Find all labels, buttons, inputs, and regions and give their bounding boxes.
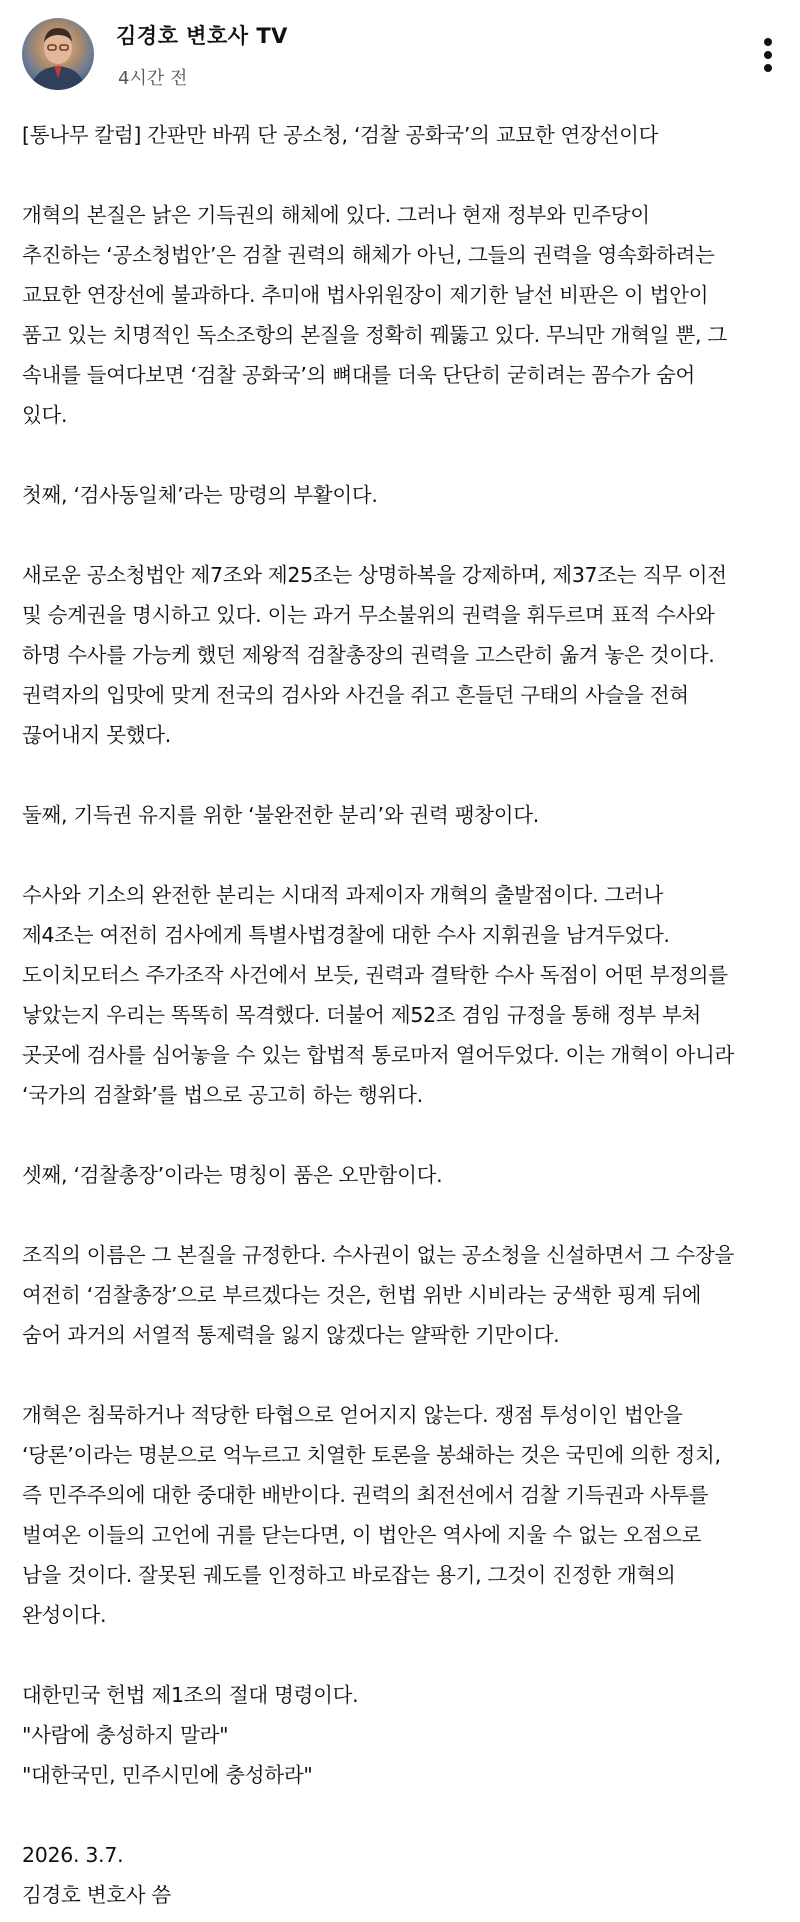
post-heading-first: 첫째, ‘검사동일체’라는 망령의 부활이다. <box>22 483 378 507</box>
post-title: [통나무 칼럼] 간판만 바꿔 단 공소청, ‘검찰 공화국’의 교묘한 연장선이다 <box>22 123 659 147</box>
post-paragraph-conclusion: 개혁은 침묵하거나 적당한 타협으로 얻어지지 않는다. 쟁점 투성이인 법안을 ‘당론’이라는 명분으로 억누르고 치열한 토론을 봉쇄하는 것은 국민에 의한 정치, 즉 민주주의에 대한 중대한 배반이다. 권력의 최전선에서 검찰 기득권과 사투를 벌여온 이들의 고언에 귀를 닫는다면, 이 법안은 역사에 지울 수 없는 오점으로 남을 것이다. 잘못된 궤도를 인정하고 바로잡는 용기, 그것이 진정한 개혁의 완성이다. <box>22 1403 721 1627</box>
post-heading-third: 셋째, ‘검찰총장’이라는 명칭이 품은 오만함이다. <box>22 1163 443 1187</box>
post-paragraph-second: 수사와 기소의 완전한 분리는 시대적 과제이자 개혁의 출발점이다. 그러나 제4조는 여전히 검사에게 특별사법경찰에 대한 수사 지휘권을 남겨두었다. 도이치모터스 주가조작 사건에서 보듯, 권력과 결탁한 수사 독점이 어떤 부정의를 낳았는지 우리는 똑똑히 목격했다. 더불어 제52조 겸임 규정을 통해 정부 부처 곳곳에 검사를 심어놓을 수 있는 합법적 통로마저 열어두었다. 이는 개혁이 아니라 ‘국가의 검찰화’를 법으로 공고히 하는 행위다. <box>22 883 734 1107</box>
post-paragraph-intro: 개혁의 본질은 낡은 기득권의 해체에 있다. 그러나 현재 정부와 민주당이 추진하는 ‘공소청법안’은 검찰 권력의 해체가 아닌, 그들의 권력을 영속화하려는 교묘한 연장선에 불과하다. 추미애 법사위원장이 제기한 날선 비판은 이 법안이 품고 있는 치명적인 독소조항의 본질을 정확히 꿰뚫고 있다. 무늬만 개혁일 뿐, 그 속내를 들여다보면 ‘검찰 공화국’의 뼈대를 더욱 단단히 굳히려는 꼼수가 숨어 있다. <box>22 203 727 427</box>
post-heading-second: 둘째, 기득권 유지를 위한 ‘불완전한 분리’와 권력 팽창이다. <box>22 803 539 827</box>
post-body <box>22 115 782 1915</box>
post-timestamp: 4시간 전 <box>118 68 188 89</box>
more-dot <box>764 38 772 46</box>
author-name[interactable]: 김경호 변호사 TV <box>116 24 288 48</box>
more-dot <box>764 51 772 59</box>
post-paragraph-constitution: 대한민국 헌법 제1조의 절대 명령이다. "사람에 충성하지 말라" "대한국민, 민주시민에 충성하라" <box>22 1683 359 1787</box>
more-dot <box>764 64 772 72</box>
profile-photo-icon <box>22 18 94 90</box>
author-avatar[interactable] <box>22 18 94 90</box>
post-header <box>0 0 800 100</box>
more-vertical-icon[interactable] <box>758 38 778 74</box>
post-date: 2026. 3.7. <box>22 1843 124 1867</box>
post-signature: 김경호 변호사 씀 <box>22 1883 171 1907</box>
post-paragraph-first: 새로운 공소청법안 제7조와 제25조는 상명하복을 강제하며, 제37조는 직무 이전 및 승계권을 명시하고 있다. 이는 과거 무소불위의 권력을 휘두르며 표적 수사와 하명 수사를 가능케 했던 제왕적 검찰총장의 권력을 고스란히 옮겨 놓은 것이다. 권력자의 입맛에 맞게 전국의 검사와 사건을 쥐고 흔들던 구태의 사슬을 전혀 끊어내지 못했다. <box>22 563 727 747</box>
post-paragraph-third: 조직의 이름은 그 본질을 규정한다. 수사권이 없는 공소청을 신설하면서 그 수장을 여전히 ‘검찰총장’으로 부르겠다는 것은, 헌법 위반 시비라는 궁색한 핑계 뒤에 숨어 과거의 서열적 통제력을 잃지 않겠다는 얄팍한 기만이다. <box>22 1243 734 1347</box>
